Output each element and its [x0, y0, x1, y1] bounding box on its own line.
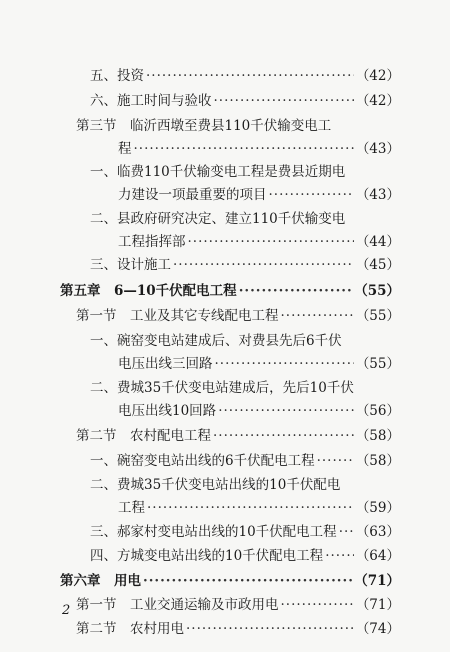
toc-entry-title: 第二节 农村配电工程 — [76, 428, 211, 444]
toc-entry — [90, 162, 400, 182]
toc-entry-title: 一、碗窑变电站出线的6千伏配电工程 — [90, 453, 315, 469]
dot-leader — [147, 498, 354, 518]
toc-entry-title: 工程 — [118, 500, 145, 516]
toc-entry-title: 二、县政府研究决定、建立110千伏输变电 — [90, 211, 346, 227]
toc-entry-title: 二、费城35千伏变电站建成后，先后10千伏 — [90, 380, 354, 396]
toc-page-number: （43） — [355, 141, 400, 157]
toc-entry-title: 电压出线10回路 — [118, 403, 217, 419]
toc-entry — [118, 232, 400, 252]
toc-entry-title: 第五章 6—10千伏配电工程 — [60, 283, 237, 299]
toc-entry — [90, 451, 400, 471]
page-folio: 2 — [62, 603, 71, 618]
toc-entry-title: 六、施工时间与验收 — [90, 93, 212, 109]
dot-leader — [339, 522, 354, 542]
toc-entry — [118, 139, 400, 159]
toc-entry-title: 三、设计施工 — [90, 257, 171, 273]
dot-leader — [143, 571, 352, 591]
toc-entry-title: 五、投资 — [90, 68, 144, 84]
toc-page-number: （74） — [355, 621, 400, 637]
dot-leader — [146, 66, 354, 86]
toc-entry — [90, 91, 400, 111]
toc-entry-title: 第一节 工业及其它专线配电工程 — [76, 308, 279, 324]
dot-leader — [213, 426, 354, 446]
toc-entry — [76, 306, 400, 326]
toc-entry — [90, 546, 400, 566]
toc-page-number: （55） — [354, 283, 400, 299]
toc-entry-title: 二、费城35千伏变电站出线的10千伏配电 — [90, 477, 341, 493]
toc-page-number: （58） — [355, 453, 400, 469]
toc-page-number: （71） — [355, 597, 400, 613]
toc-entry — [90, 378, 400, 398]
dot-leader — [281, 306, 354, 326]
toc-entry-title: 工程指挥部 — [118, 234, 186, 250]
toc-page-number: （44） — [355, 234, 400, 250]
toc-page-number: （59） — [355, 500, 400, 516]
toc-entry-title: 第二节 农村用电 — [76, 621, 184, 637]
toc-entry-title: 第一节 工业交通运输及市政用电 — [76, 597, 279, 613]
toc-page-number: （55） — [355, 308, 400, 324]
dot-leader — [215, 354, 354, 374]
toc-entry — [90, 522, 400, 542]
toc-page-number: （63） — [355, 524, 400, 540]
dot-leader — [269, 185, 354, 205]
toc-page-number: （45） — [355, 257, 400, 273]
dot-leader — [173, 255, 354, 275]
toc-entry — [118, 185, 400, 205]
dot-leader — [186, 619, 354, 639]
toc-entry — [90, 331, 400, 351]
toc-entry-title: 电压出线三回路 — [118, 356, 213, 372]
toc-page-number: （56） — [355, 403, 400, 419]
dot-leader — [218, 401, 354, 421]
toc-page-number: （55） — [355, 356, 400, 372]
toc-page-number: （64） — [355, 548, 400, 564]
toc-entry — [90, 255, 400, 275]
toc-entry — [118, 401, 400, 421]
toc-chapter-entry — [60, 281, 400, 301]
toc-entry — [76, 116, 400, 136]
toc-entry-title: 一、临费110千伏输变电工程是费县近期电 — [90, 164, 346, 180]
dot-leader — [325, 546, 354, 566]
toc-page-number: （42） — [355, 68, 400, 84]
toc-page-number: （43） — [355, 187, 400, 203]
toc-entry-title: 力建设一项最重要的项目 — [118, 187, 267, 203]
dot-leader — [134, 139, 354, 159]
toc-entry — [90, 209, 400, 229]
toc-page-number: （42） — [355, 93, 400, 109]
toc-entry — [76, 595, 400, 615]
dot-leader — [239, 281, 353, 301]
dot-leader — [214, 91, 354, 111]
dot-leader — [281, 595, 354, 615]
dot-leader — [188, 232, 354, 252]
toc-entry-title: 四、方城变电站出线的10千伏配电工程 — [90, 548, 324, 564]
toc-page-number: （58） — [355, 428, 400, 444]
toc-entry — [90, 475, 400, 495]
toc-entry — [118, 354, 400, 374]
toc-entry-title: 三、郝家村变电站出线的10千伏配电工程 — [90, 524, 337, 540]
dot-leader — [317, 451, 354, 471]
toc-chapter-entry — [60, 571, 400, 591]
toc-entry-title: 程 — [118, 141, 132, 157]
toc-entry-title: 第六章 用电 — [60, 573, 141, 589]
toc-entry — [90, 66, 400, 86]
toc-entry — [76, 619, 400, 639]
toc-entry — [76, 426, 400, 446]
toc-entry — [118, 498, 400, 518]
toc-entry-title: 一、碗窑变电站建成后、对费县先后6千伏 — [90, 333, 342, 349]
toc-page-number: （71） — [354, 573, 400, 589]
toc-entry-title: 第三节 临沂西墩至费县110千伏输变电工 — [76, 118, 332, 134]
